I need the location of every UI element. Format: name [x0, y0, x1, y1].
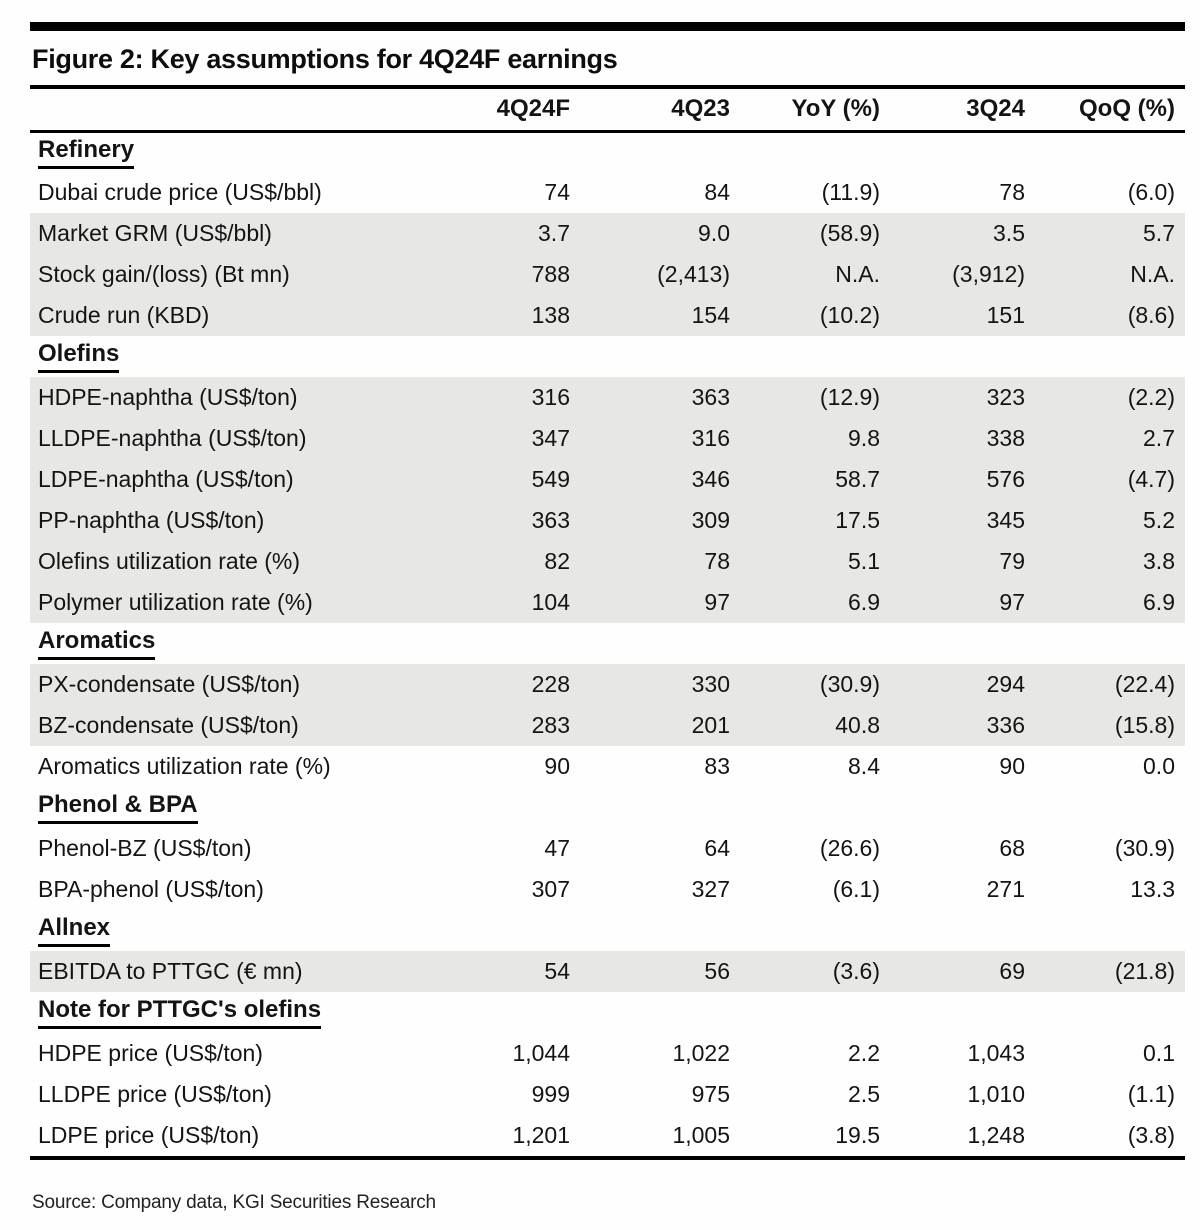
- section-cell: [30, 992, 1185, 1033]
- row-label: HDPE-naphtha (US$/ton): [38, 384, 298, 410]
- cell-value: 2.2: [848, 1040, 880, 1066]
- cell-value: 5.1: [848, 548, 880, 574]
- row-label: LLDPE-naphtha (US$/ton): [38, 425, 307, 451]
- table-row: [30, 705, 1185, 746]
- section-label: Olefins: [38, 340, 119, 373]
- column-header-qoq: QoQ (%): [1025, 89, 1185, 131]
- row-label: PP-naphtha (US$/ton): [38, 507, 265, 533]
- assumptions-table: [30, 89, 1185, 1156]
- cell-value: 1,201: [512, 1122, 570, 1148]
- table-header: [30, 89, 1185, 131]
- row-label: Dubai crude price (US$/bbl): [38, 179, 322, 205]
- cell-value: (2,413): [657, 261, 730, 287]
- cell-value: (26.6): [819, 835, 880, 861]
- cell-value: (2.2): [1127, 384, 1175, 410]
- cell-value: 5.2: [1143, 507, 1175, 533]
- cell-value: 19.5: [835, 1122, 880, 1148]
- cell-value: 154: [691, 302, 730, 328]
- row-label: BZ-condensate (US$/ton): [38, 712, 299, 738]
- row-label: PX-condensate (US$/ton): [38, 671, 301, 697]
- cell-value: 316: [531, 384, 570, 410]
- cell-value: 228: [531, 671, 570, 697]
- column-header-3q24: 3Q24: [880, 89, 1025, 131]
- cell-value: 294: [986, 671, 1025, 697]
- section-cell: [30, 787, 1185, 828]
- top-rule: [30, 22, 1185, 31]
- table-row: [30, 418, 1185, 459]
- row-label: Market GRM (US$/bbl): [38, 220, 272, 246]
- cell-value: 363: [531, 507, 570, 533]
- cell-value: 0.0: [1143, 753, 1175, 779]
- source-note: Source: Company data, KGI Securities Research: [32, 1192, 436, 1213]
- section-row: [30, 992, 1185, 1033]
- cell-value: (15.8): [1114, 712, 1175, 738]
- cell-value: 1,022: [672, 1040, 730, 1066]
- cell-value: 1,010: [967, 1081, 1025, 1107]
- cell-value: 3.7: [538, 220, 570, 246]
- section-cell: [30, 623, 1185, 664]
- row-label: Aromatics utilization rate (%): [38, 753, 331, 779]
- table-row: [30, 1074, 1185, 1115]
- table-row: [30, 500, 1185, 541]
- cell-value: 104: [531, 589, 570, 615]
- table-row: [30, 172, 1185, 213]
- figure-title: Figure 2: Key assumptions for 4Q24F earnings: [32, 44, 618, 74]
- section-label: Refinery: [38, 136, 134, 169]
- cell-value: 347: [531, 425, 570, 451]
- section-row: [30, 336, 1185, 377]
- cell-value: 1,043: [967, 1040, 1025, 1066]
- cell-value: 151: [986, 302, 1025, 328]
- cell-value: 84: [704, 179, 730, 205]
- cell-value: 338: [986, 425, 1025, 451]
- cell-value: (6.0): [1127, 179, 1175, 205]
- cell-value: (3.6): [832, 958, 880, 984]
- cell-value: 69: [999, 958, 1025, 984]
- section-label: Phenol & BPA: [38, 791, 198, 824]
- table-row: [30, 254, 1185, 295]
- cell-value: 2.5: [848, 1081, 880, 1107]
- table-row: [30, 582, 1185, 623]
- section-row: [30, 623, 1185, 664]
- cell-value: 9.8: [848, 425, 880, 451]
- section-label: Note for PTTGC's olefins: [38, 996, 321, 1029]
- cell-value: 576: [986, 466, 1025, 492]
- cell-value: (3,912): [952, 261, 1025, 287]
- section-row: [30, 910, 1185, 951]
- header-row: [30, 89, 1185, 131]
- cell-value: 74: [544, 179, 570, 205]
- cell-value: 1,044: [512, 1040, 570, 1066]
- cell-value: 2.7: [1143, 425, 1175, 451]
- cell-value: 363: [691, 384, 730, 410]
- cell-value: 40.8: [835, 712, 880, 738]
- cell-value: 0.1: [1143, 1040, 1175, 1066]
- cell-value: 58.7: [835, 466, 880, 492]
- cell-value: 8.4: [848, 753, 880, 779]
- cell-value: 68: [999, 835, 1025, 861]
- cell-value: 78: [999, 179, 1025, 205]
- cell-value: 64: [704, 835, 730, 861]
- cell-value: 309: [691, 507, 730, 533]
- cell-value: 83: [704, 753, 730, 779]
- table-row: [30, 828, 1185, 869]
- section-row: [30, 787, 1185, 828]
- column-header-4q24f: 4Q24F: [415, 89, 570, 131]
- cell-value: 999: [531, 1081, 570, 1107]
- cell-value: (12.9): [819, 384, 880, 410]
- cell-value: (8.6): [1127, 302, 1175, 328]
- cell-value: 1,005: [672, 1122, 730, 1148]
- row-label: Crude run (KBD): [38, 302, 210, 328]
- table-row: [30, 1115, 1185, 1156]
- cell-value: (30.9): [1114, 835, 1175, 861]
- table-row: [30, 541, 1185, 582]
- cell-value: 9.0: [698, 220, 730, 246]
- cell-value: 79: [999, 548, 1025, 574]
- cell-value: 13.3: [1130, 876, 1175, 902]
- cell-value: 975: [691, 1081, 730, 1107]
- cell-value: 90: [544, 753, 570, 779]
- column-header-4q23: 4Q23: [570, 89, 730, 131]
- cell-value: 346: [691, 466, 730, 492]
- cell-value: 3.5: [993, 220, 1025, 246]
- row-label: Stock gain/(loss) (Bt mn): [38, 261, 290, 287]
- table-row: [30, 377, 1185, 418]
- cell-value: 316: [691, 425, 730, 451]
- cell-value: 1,248: [967, 1122, 1025, 1148]
- section-label: Allnex: [38, 914, 110, 947]
- header-label-spacer: [30, 89, 415, 131]
- cell-value: 336: [986, 712, 1025, 738]
- cell-value: N.A.: [1130, 261, 1175, 287]
- cell-value: (10.2): [819, 302, 880, 328]
- cell-value: 17.5: [835, 507, 880, 533]
- figure-2-key-assumptions: [30, 22, 1185, 1214]
- cell-value: (58.9): [819, 220, 880, 246]
- cell-value: 271: [986, 876, 1025, 902]
- section-row: [30, 131, 1185, 172]
- table-row: [30, 746, 1185, 787]
- cell-value: 56: [704, 958, 730, 984]
- row-label: LDPE price (US$/ton): [38, 1122, 260, 1148]
- row-label: Olefins utilization rate (%): [38, 548, 301, 574]
- section-cell: [30, 336, 1185, 377]
- table-row: [30, 869, 1185, 910]
- cell-value: N.A.: [835, 261, 880, 287]
- cell-value: (6.1): [832, 876, 880, 902]
- cell-value: 97: [999, 589, 1025, 615]
- cell-value: (22.4): [1114, 671, 1175, 697]
- section-cell: [30, 910, 1185, 951]
- cell-value: (21.8): [1114, 958, 1175, 984]
- cell-value: 47: [544, 835, 570, 861]
- cell-value: 330: [691, 671, 730, 697]
- cell-value: 201: [691, 712, 730, 738]
- table-row: [30, 213, 1185, 254]
- cell-value: 138: [531, 302, 570, 328]
- cell-value: 6.9: [1143, 589, 1175, 615]
- table-row: [30, 664, 1185, 705]
- cell-value: 283: [531, 712, 570, 738]
- cell-value: (4.7): [1127, 466, 1175, 492]
- cell-value: 307: [531, 876, 570, 902]
- cell-value: 327: [691, 876, 730, 902]
- table-row: [30, 951, 1185, 992]
- cell-value: 6.9: [848, 589, 880, 615]
- cell-value: 78: [704, 548, 730, 574]
- cell-value: 323: [986, 384, 1025, 410]
- table-row: [30, 459, 1185, 500]
- row-label: Polymer utilization rate (%): [38, 589, 313, 615]
- cell-value: (3.8): [1127, 1122, 1175, 1148]
- table-row: [30, 295, 1185, 336]
- cell-value: 788: [531, 261, 570, 287]
- row-label: Phenol-BZ (US$/ton): [38, 835, 252, 861]
- cell-value: (1.1): [1127, 1081, 1175, 1107]
- section-cell: [30, 131, 1185, 172]
- row-label: LLDPE price (US$/ton): [38, 1081, 272, 1107]
- cell-value: 97: [704, 589, 730, 615]
- cell-value: (30.9): [819, 671, 880, 697]
- cell-value: 5.7: [1143, 220, 1175, 246]
- table-body: [30, 131, 1185, 1156]
- table-row: [30, 1033, 1185, 1074]
- column-header-yoy: YoY (%): [730, 89, 880, 131]
- cell-value: 549: [531, 466, 570, 492]
- row-label: LDPE-naphtha (US$/ton): [38, 466, 294, 492]
- cell-value: 82: [544, 548, 570, 574]
- section-label: Aromatics: [38, 627, 155, 660]
- row-label: HDPE price (US$/ton): [38, 1040, 263, 1066]
- cell-value: 54: [544, 958, 570, 984]
- row-label: BPA-phenol (US$/ton): [38, 876, 264, 902]
- cell-value: 90: [999, 753, 1025, 779]
- row-label: EBITDA to PTTGC (€ mn): [38, 958, 303, 984]
- cell-value: (11.9): [821, 179, 880, 205]
- cell-value: 3.8: [1143, 548, 1175, 574]
- cell-value: 345: [986, 507, 1025, 533]
